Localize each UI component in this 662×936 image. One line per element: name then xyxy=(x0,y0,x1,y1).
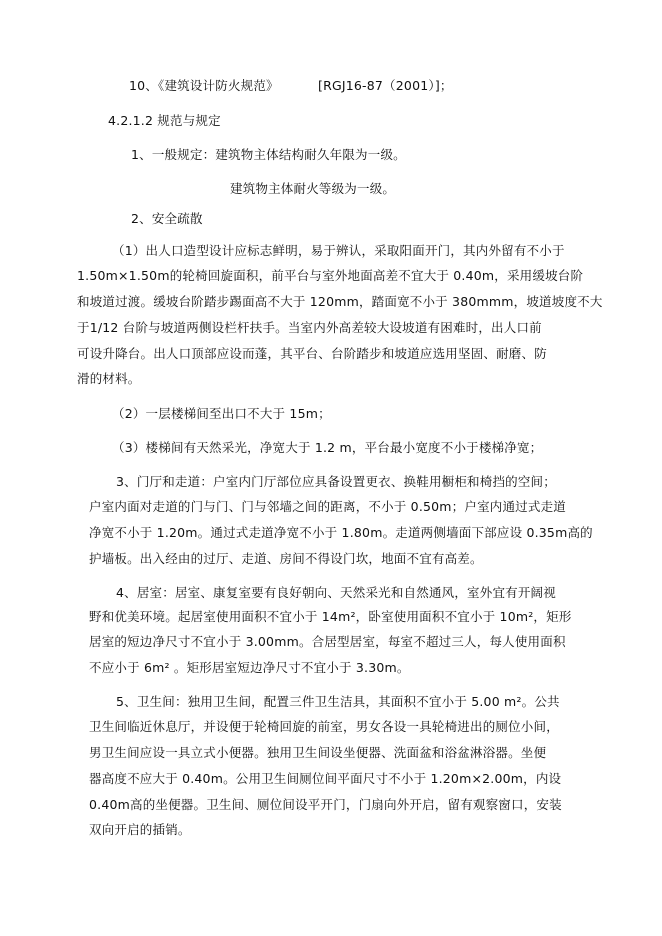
general-rule-line-1: 1、一般规定：建筑物主体结构耐久年限为一级。 xyxy=(131,147,406,162)
p6-line-5: 0.40m高的坐便器。卫生间、厕位间设平开门，门扇向外开启，留有观察窗口，安装 xyxy=(89,797,562,812)
safety-heading: 2、安全疏散 xyxy=(131,211,203,226)
p4-line-3: 净宽不小于 1.20m。通过式走道净宽不小于 1.80m。走道两侧墙面下部应设 0.35m高的 xyxy=(89,525,593,540)
p6-line-6: 双向开启的插销。 xyxy=(89,822,191,837)
p1-line-2: 1.50m×1.50m的轮椅回旋面积，前平台与室外地面高差不宜大于 0.40m，采用缓坡台阶 xyxy=(77,268,584,283)
p3-line: （3）楼梯间有天然采光，净宽大于 1.2 m，平台最小宽度不小于楼梯净宽； xyxy=(112,440,543,455)
p5-line-1: 4、居室：居室、康复室要有良好朝向、天然采光和自然通风，室外宜有开阔视 xyxy=(116,585,556,600)
p5-line-2: 野和优美环境。起居室使用面积不宜小于 14m²，卧室使用面积不宜小于 10m²，矩形 xyxy=(89,609,572,624)
p1-line-1: （1）出人口造型设计应标志鲜明，易于辨认，采取阳面开门，其内外留有不小于 xyxy=(112,243,565,258)
p1-line-5: 可设升降台。出人口顶部应设而蓬，其平台、台阶踏步和坡道应选用坚固、耐磨、防 xyxy=(77,346,547,361)
reference-line-title: 10、《建筑设计防火规范》 xyxy=(129,78,279,93)
p4-line-4: 护墙板。出入经由的过厅、走道、房间不得设门坎，地面不宜有高差。 xyxy=(89,551,483,566)
p5-line-3: 居室的短边净尺寸不宜小于 3.00mm。合居型居室，每室不超过三人，每人使用面积 xyxy=(89,634,566,649)
p1-line-4: 于1/12 台阶与坡道两侧设栏杆扶手。当室内外高差较大设坡道有困难时，出人口前 xyxy=(77,320,542,335)
p4-line-2: 户室内面对走道的门与门、门与邻墙之间的距离，不小于 0.50m；户室内通过式走道 xyxy=(89,499,566,514)
p6-line-4: 器高度不应大于 0.40m。公用卫生间厕位间平面尺寸不小于 1.20m×2.00m，内设 xyxy=(89,771,562,786)
p1-line-3: 和坡道过渡。缓坡台阶踏步踢面高不大于 120mm，踏面宽不小于 380mmm，坡道坡度不大 xyxy=(77,294,603,309)
p5-line-4: 不应小于 6m² 。矩形居室短边净尺寸不宜小于 3.30m。 xyxy=(89,660,410,675)
p6-line-3: 男卫生间应设一具立式小便器。独用卫生间设坐便器、洗面盆和浴盆淋浴器。坐便 xyxy=(89,745,547,760)
p2-line: （2）一层楼梯间至出口不大于 15m； xyxy=(112,406,331,421)
p6-line-2: 卫生间临近休息厅，并设便于轮椅回旋的前室，男女各设一具轮椅进出的厕位小间， xyxy=(89,719,559,734)
p6-line-1: 5、卫生间：独用卫生间，配置三件卫生洁具，其面积不宜小于 5.00 m²。公共 xyxy=(116,694,560,709)
p1-line-6: 滑的材料。 xyxy=(77,371,141,386)
section-heading: 4.2.1.2 规范与规定 xyxy=(108,113,221,128)
p4-line-1: 3、门厅和走道：户室内门厅部位应具备设置更衣、换鞋用橱柜和椅挡的空间； xyxy=(116,474,556,489)
general-rule-line-2: 建筑物主体耐火等级为一级。 xyxy=(230,181,396,196)
reference-line-code: [RGJ16-87（2001）]； xyxy=(318,78,453,93)
